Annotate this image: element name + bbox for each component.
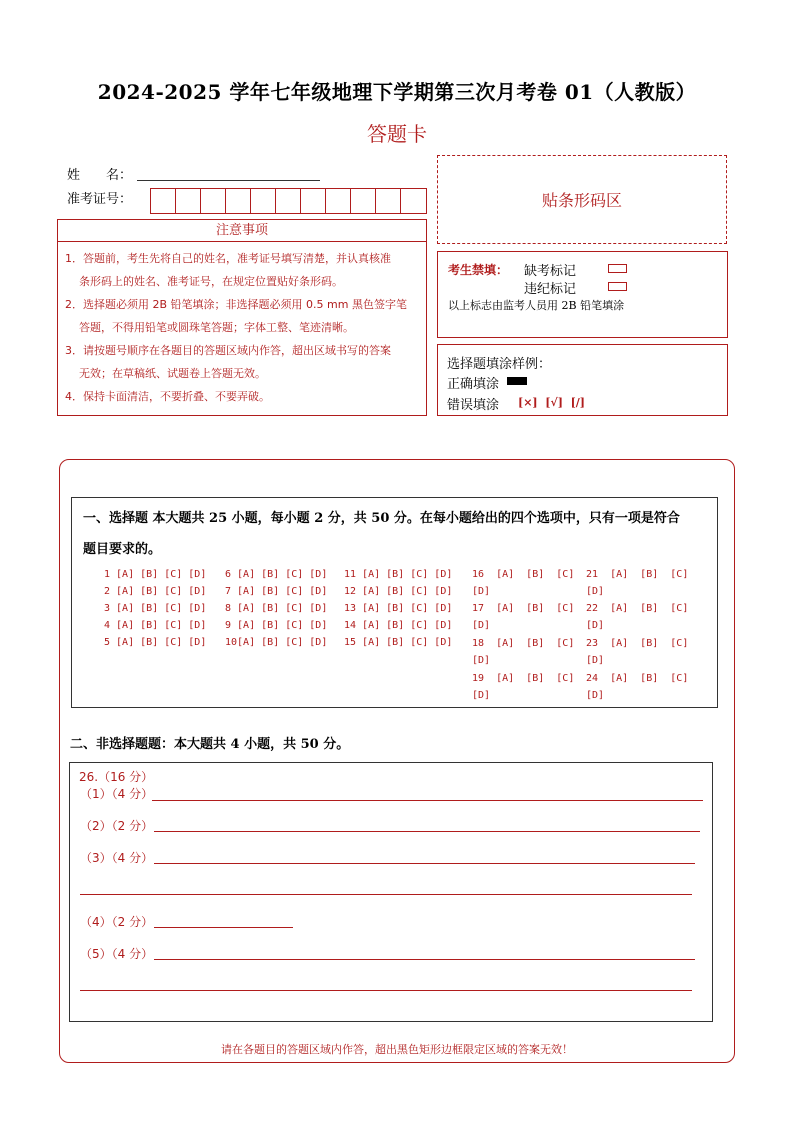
choice-row[interactable]: 6 [A] [B] [C] [D]: [225, 569, 328, 580]
choice-row[interactable]: [D]: [472, 655, 491, 666]
id-digit-box[interactable]: [151, 189, 176, 213]
q26-label: 26.（16 分）: [79, 770, 154, 784]
part-label: （5）（4 分）: [80, 947, 154, 961]
choice-row[interactable]: 17 [A] [B] [C]: [472, 603, 575, 614]
choice-row[interactable]: 13 [A] [B] [C] [D]: [344, 603, 453, 614]
choice-row[interactable]: 24 [A] [B] [C]: [586, 673, 689, 684]
forbid-note: 以上标志由监考人员用 2B 铅笔填涂: [448, 299, 625, 312]
choice-row[interactable]: [D]: [586, 655, 605, 666]
wrong-marks: [×] [√] [/]: [518, 396, 586, 409]
choice-row[interactable]: 2 [A] [B] [C] [D]: [104, 586, 207, 597]
notice-item: 4．保持卡面清洁，不要折叠、不要弄破。: [65, 390, 270, 403]
notice-box: [57, 242, 427, 416]
choice-row[interactable]: 10[A] [B] [C] [D]: [225, 637, 328, 648]
notice-item: 1．答题前，考生先将自己的姓名，准考证号填写清楚，并认真核准: [65, 252, 391, 265]
id-digit-box[interactable]: [276, 189, 301, 213]
answer-line[interactable]: [154, 831, 700, 832]
notice-heading: 注意事项: [57, 219, 427, 242]
answer-line[interactable]: [80, 894, 692, 895]
notice-item: 3．请按题号顺序在各题目的答题区域内作答，超出区域书写的答案: [65, 344, 391, 357]
notice-item: 条形码上的姓名、准考证号，在规定位置贴好条形码。: [79, 275, 343, 288]
multiple-choice-box: [71, 497, 718, 708]
choice-row[interactable]: [D]: [472, 620, 491, 631]
id-digit-box[interactable]: [376, 189, 401, 213]
id-label: 准考证号：: [67, 192, 133, 207]
choice-row[interactable]: [D]: [586, 586, 605, 597]
name-input-line[interactable]: [137, 180, 320, 181]
choice-row[interactable]: 4 [A] [B] [C] [D]: [104, 620, 207, 631]
id-digit-box[interactable]: [326, 189, 351, 213]
filled-mark-icon: [507, 377, 527, 385]
choice-row[interactable]: [D]: [472, 586, 491, 597]
exam-id-boxes[interactable]: [150, 188, 427, 214]
barcode-label: 贴条形码区: [541, 191, 622, 210]
notice-item: 无效；在草稿纸、试题卷上答题无效。: [79, 367, 266, 380]
choice-row[interactable]: 21 [A] [B] [C]: [586, 569, 689, 580]
footer-warning: 请在各题目的答题区域内作答，超出黑色矩形边框限定区域的答案无效！: [221, 1043, 573, 1056]
part-label: （3）（4 分）: [80, 851, 154, 865]
examiner-only-box: [437, 251, 728, 338]
notice-item: 2．选择题必须用 2B 铅笔填涂；非选择题必须用 0.5 mm 黑色签字笔: [65, 298, 407, 311]
answer-line[interactable]: [154, 927, 293, 928]
part-label: （4）（2 分）: [80, 915, 154, 929]
choice-row[interactable]: 19 [A] [B] [C]: [472, 673, 575, 684]
id-digit-box[interactable]: [301, 189, 326, 213]
correct-fill-label: 正确填涂: [447, 377, 500, 392]
choice-row[interactable]: 14 [A] [B] [C] [D]: [344, 620, 453, 631]
answer-line[interactable]: [80, 990, 692, 991]
answer-line[interactable]: [154, 959, 695, 960]
absent-label: 缺考标记: [524, 264, 577, 279]
answer-line[interactable]: [154, 863, 695, 864]
section1-heading-cont: 题目要求的。: [83, 542, 162, 557]
choice-row[interactable]: 16 [A] [B] [C]: [472, 569, 575, 580]
answer-sheet-subtitle: 答题卡: [367, 122, 427, 146]
choice-row[interactable]: [D]: [472, 690, 491, 701]
choice-row[interactable]: 12 [A] [B] [C] [D]: [344, 586, 453, 597]
id-digit-box[interactable]: [201, 189, 226, 213]
name-label: 姓 名：: [67, 168, 133, 183]
part-label: （2）（2 分）: [80, 819, 154, 833]
violation-mark-box[interactable]: [608, 282, 627, 291]
choice-row[interactable]: 8 [A] [B] [C] [D]: [225, 603, 328, 614]
choice-row[interactable]: 22 [A] [B] [C]: [586, 603, 689, 614]
wrong-fill-label: 错误填涂: [447, 398, 500, 413]
page-title: 2024-2025 学年七年级地理下学期第三次月考卷 01（人教版）: [97, 80, 697, 104]
forbid-label: 考生禁填：: [448, 263, 509, 277]
choice-row[interactable]: 11 [A] [B] [C] [D]: [344, 569, 453, 580]
id-digit-box[interactable]: [351, 189, 376, 213]
choice-row[interactable]: 23 [A] [B] [C]: [586, 638, 689, 649]
choice-row[interactable]: 1 [A] [B] [C] [D]: [104, 569, 207, 580]
id-digit-box[interactable]: [176, 189, 201, 213]
choice-row[interactable]: 5 [A] [B] [C] [D]: [104, 637, 207, 648]
id-digit-box[interactable]: [401, 189, 426, 213]
barcode-area: [437, 155, 727, 244]
answer-line[interactable]: [152, 800, 703, 801]
choice-row[interactable]: 18 [A] [B] [C]: [472, 638, 575, 649]
choice-row[interactable]: 3 [A] [B] [C] [D]: [104, 603, 207, 614]
violation-label: 违纪标记: [524, 282, 577, 297]
choice-row[interactable]: 15 [A] [B] [C] [D]: [344, 637, 453, 648]
id-digit-box[interactable]: [251, 189, 276, 213]
choice-row[interactable]: 9 [A] [B] [C] [D]: [225, 620, 328, 631]
question-26-box: [69, 762, 713, 1022]
section1-heading: 一、选择题 本大题共 25 小题，每小题 2 分，共 50 分。在每小题给出的四个选项中，只有一项是符合: [83, 511, 680, 526]
sample-title: 选择题填涂样例：: [447, 357, 552, 372]
choice-row[interactable]: [D]: [586, 620, 605, 631]
choice-row[interactable]: 7 [A] [B] [C] [D]: [225, 586, 328, 597]
fill-sample-box: [437, 344, 728, 416]
id-digit-box[interactable]: [226, 189, 251, 213]
absent-mark-box[interactable]: [608, 264, 627, 273]
section2-heading: 二、非选择题题：本大题共 4 小题，共 50 分。: [70, 737, 350, 752]
choice-row[interactable]: [D]: [586, 690, 605, 701]
part-label: （1）（4 分）: [80, 787, 154, 801]
notice-item: 答题，不得用铅笔或圆珠笔答题；字体工整、笔迹清晰。: [79, 321, 354, 334]
